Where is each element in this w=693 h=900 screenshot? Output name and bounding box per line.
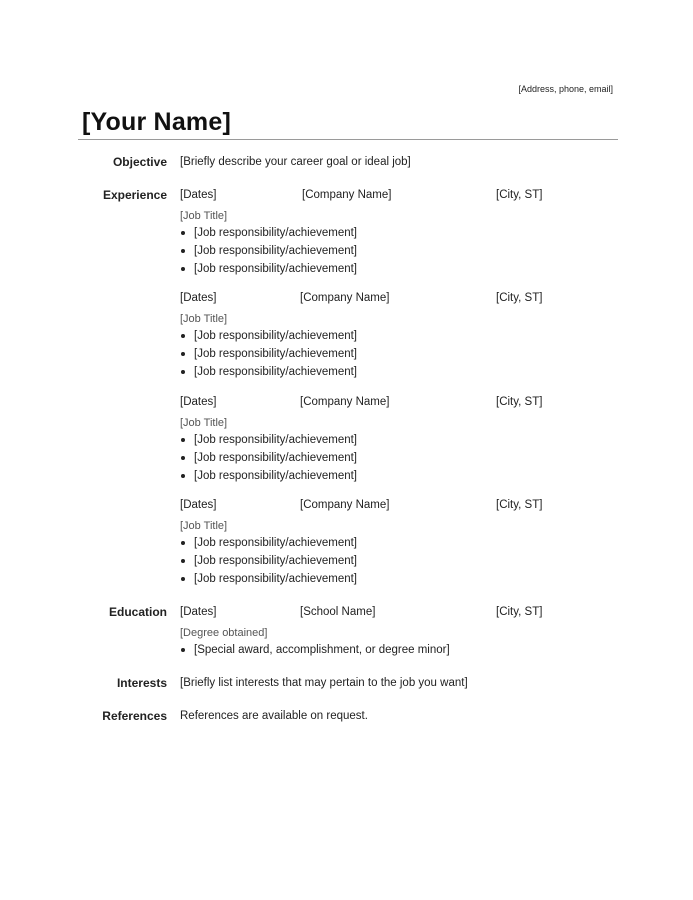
job-bullet: [Job responsibility/achievement] [180,363,357,381]
interests-text: [Briefly list interests that may pertain to the job you want] [180,677,468,689]
job-title: [Job Title] [180,313,228,325]
job-title: [Job Title] [180,210,228,222]
job-bullet: [Job responsibility/achievement] [180,467,357,485]
job-title: [Job Title] [180,417,228,429]
job-company: [Company Name] [300,396,390,408]
job-company: [Company Name] [300,292,390,304]
education-location: [City, ST] [496,606,543,618]
job-bullet: [Job responsibility/achievement] [180,431,357,449]
education-school: [School Name] [300,606,376,618]
job-location: [City, ST] [496,189,543,201]
objective-label: Objective [112,155,167,169]
job-bullet: [Job responsibility/achievement] [180,260,357,278]
job-bullet-list [180,327,357,381]
job-bullet-list [180,534,357,588]
job-title: [Job Title] [180,520,228,532]
education-bullet-list [180,641,450,659]
job-location: [City, ST] [496,396,543,408]
references-label: References [102,709,167,723]
interests-label: Interests [116,676,167,690]
job-bullet: [Job responsibility/achievement] [180,534,357,552]
job-bullet: [Job responsibility/achievement] [180,345,357,363]
job-location: [City, ST] [496,499,543,511]
job-dates: [Dates] [180,499,217,511]
job-bullet-list [180,431,357,485]
job-company: [Company Name] [300,499,390,511]
job-bullet: [Job responsibility/achievement] [180,327,357,345]
job-bullet: [Job responsibility/achievement] [180,449,357,467]
header-divider [78,139,618,140]
education-dates: [Dates] [180,606,217,618]
job-location: [City, ST] [496,292,543,304]
job-bullet: [Job responsibility/achievement] [180,570,357,588]
references-text: References are available on request. [180,710,368,722]
resume-name: [Your Name] [82,108,231,136]
job-bullet: [Job responsibility/achievement] [180,552,357,570]
job-dates: [Dates] [180,189,217,201]
job-bullet: [Job responsibility/achievement] [180,242,357,260]
job-bullet: [Job responsibility/achievement] [180,224,357,242]
job-dates: [Dates] [180,292,217,304]
contact-info: [Address, phone, email] [518,84,613,94]
education-bullet: [Special award, accomplishment, or degree minor] [180,641,450,659]
experience-label: Experience [102,188,167,202]
education-label: Education [108,605,167,619]
objective-text: [Briefly describe your career goal or ideal job] [180,156,411,168]
job-bullet-list [180,224,357,278]
job-company: [Company Name] [302,189,392,201]
education-degree: [Degree obtained] [180,627,268,639]
job-dates: [Dates] [180,396,217,408]
